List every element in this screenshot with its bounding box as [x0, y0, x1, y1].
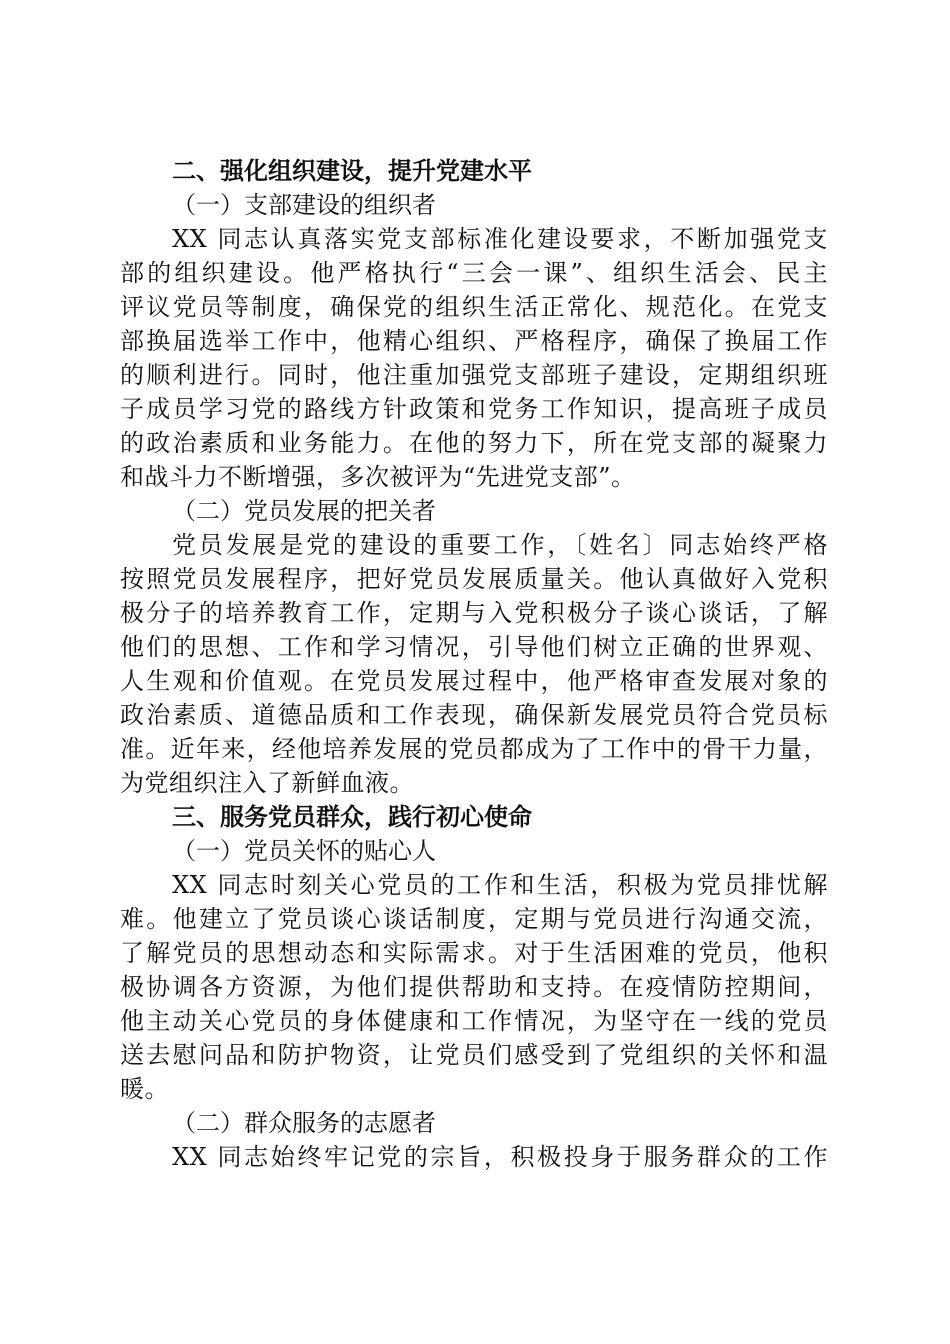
text-line: 按照党员发展程序，把好党员发展质量关。他认真做好入党积: [120, 565, 828, 593]
text-line: 难。他建立了党员谈心谈话制度，定期与党员进行沟通交流，: [120, 905, 828, 933]
subsection-title-member-gatekeeper: （二）党员发展的把关者: [172, 497, 436, 525]
paragraph-member-care: [120, 868, 828, 1106]
text-line: 送去慰问品和防护物资，让党员们感受到了党组织的关怀和温: [120, 1041, 828, 1069]
text-line: 暖。: [120, 1075, 169, 1103]
text-line: 为党组织注入了新鲜血液。: [120, 769, 414, 797]
text-line: 和战斗力不断增强，多次被评为“先进党支部”。: [120, 463, 636, 491]
text-line: 人生观和价值观。在党员发展过程中，他严格审查发展对象的: [120, 667, 828, 695]
text-line: 的政治素质和业务能力。在他的努力下，所在党支部的凝聚力: [120, 429, 828, 457]
text-line: 极分子的培养教育工作，定期与入党积极分子谈心谈话，了解: [120, 599, 828, 627]
text-line: XX 同志始终牢记党的宗旨，积极投身于服务群众的工作: [172, 1143, 828, 1171]
text-line: 政治素质、道德品质和工作表现，确保新发展党员符合党员标: [120, 701, 828, 729]
text-line: 他们的思想、工作和学习情况，引导他们树立正确的世界观、: [120, 633, 828, 661]
text-line: 了解党员的思想动态和实际需求。对于生活困难的党员，他积: [120, 939, 828, 967]
subsection-title-member-care: （一）党员关怀的贴心人: [172, 837, 436, 865]
text-line: 子成员学习党的路线方针政策和党务工作知识，提高班子成员: [120, 395, 828, 423]
text-line: XX 同志认真落实党支部标准化建设要求，不断加强党支: [172, 225, 828, 253]
text-line: XX 同志时刻关心党员的工作和生活，积极为党员排忧解: [172, 871, 828, 899]
text-line: 部换届选举工作中，他精心组织、严格程序，确保了换届工作: [120, 327, 828, 355]
subsection-title-public-volunteer: （二）群众服务的志愿者: [172, 1109, 436, 1137]
paragraph-branch-organizer: [120, 222, 828, 494]
text-line: 准。近年来，经他培养发展的党员都成为了工作中的骨干力量，: [120, 735, 828, 763]
text-line: 极协调各方资源，为他们提供帮助和支持。在疫情防控期间，: [120, 973, 828, 1001]
text-line: 的顺利进行。同时，他注重加强党支部班子建设，定期组织班: [120, 361, 828, 389]
text-line: 党员发展是党的建设的重要工作，〔姓名〕同志始终严格: [172, 531, 828, 559]
subsection-title-branch-organizer: （一）支部建设的组织者: [172, 191, 436, 219]
paragraph-member-gatekeeper: [120, 528, 828, 800]
section-heading-3: 三、服务党员群众，践行初心使命: [172, 803, 532, 831]
section-heading-2: 二、强化组织建设，提升党建水平: [172, 157, 532, 185]
document-body: [120, 154, 828, 1174]
text-line: 部的组织建设。他严格执行“三会一课”、组织生活会、民主: [120, 259, 828, 287]
paragraph-public-volunteer: [120, 1140, 828, 1174]
text-line: 他主动关心党员的身体健康和工作情况，为坚守在一线的党员: [120, 1007, 828, 1035]
text-line: 评议党员等制度，确保党的组织生活正常化、规范化。在党支: [120, 293, 828, 321]
